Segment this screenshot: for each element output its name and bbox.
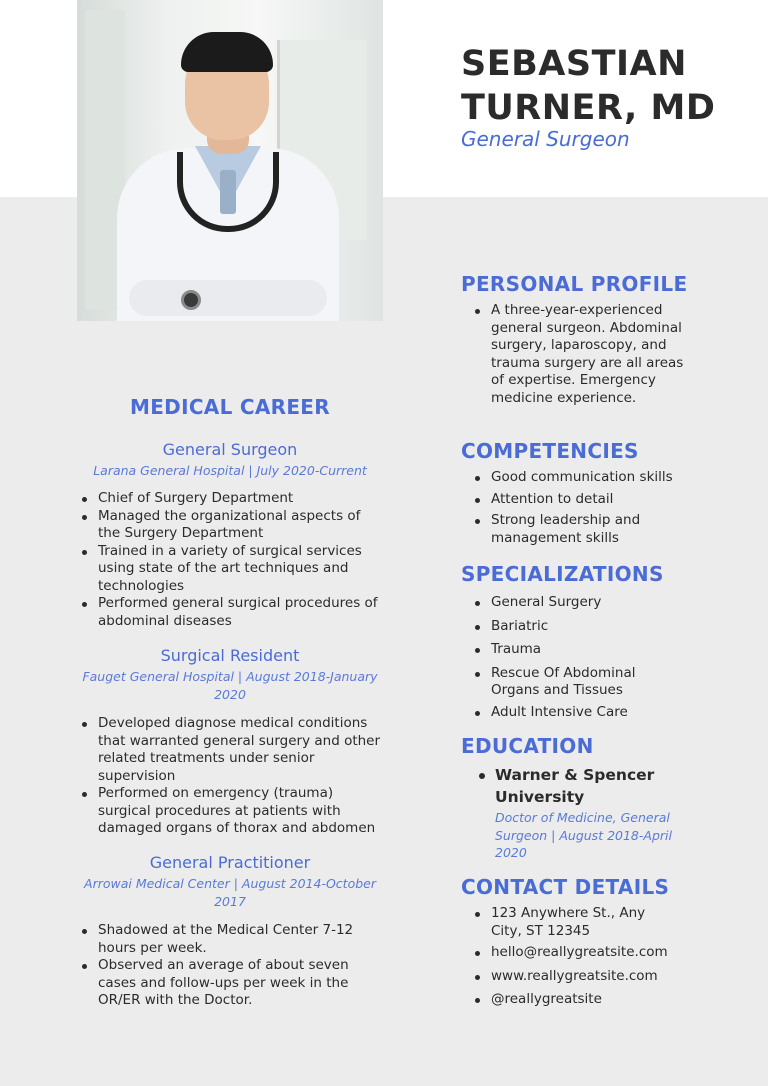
list-item: A three-year-experienced general surgeon. Abdominal surgery, laparoscopy, and trauma surgery are all areas of expertise. Emergency medicine experience. — [473, 302, 688, 407]
profile-bullets — [473, 302, 688, 407]
list-item: Trained in a variety of surgical services using state of the art techniques and technologies — [80, 543, 385, 596]
contact-social[interactable]: @reallygreatsite — [473, 991, 678, 1009]
contact-heading: CONTACT DETAILS — [461, 875, 670, 899]
job-subtitle: Larana General Hospital | July 2020-Current — [93, 463, 367, 478]
list-item: Performed general surgical procedures of abdominal diseases — [80, 595, 385, 630]
job-bullets — [80, 922, 370, 1010]
contact-address: 123 Anywhere St., Any City, ST 12345 — [473, 905, 678, 940]
job-subtitle: Arrowai Medical Center | August 2014-October 2017 — [84, 876, 376, 909]
list-item: Good communication skills — [473, 469, 688, 487]
competencies-heading: COMPETENCIES — [461, 439, 639, 463]
candidate-title: General Surgeon — [461, 127, 630, 151]
list-item: Attention to detail — [473, 491, 688, 509]
list-item: Managed the organizational aspects of the Surgery Department — [80, 508, 385, 543]
education-heading: EDUCATION — [461, 734, 594, 758]
job-title: General Practitioner — [149, 853, 311, 872]
specializations-heading: SPECIALIZATIONS — [461, 562, 664, 586]
medical-career-heading: MEDICAL CAREER — [130, 395, 330, 419]
competencies-bullets — [473, 469, 688, 547]
list-item: Bariatric — [473, 618, 663, 636]
job-title: Surgical Resident — [160, 646, 300, 665]
list-item: Strong leadership and management skills — [473, 512, 688, 547]
job-subtitle: Fauget General Hospital | August 2018-January 2020 — [82, 669, 378, 702]
education-detail: Doctor of Medicine, General Surgeon | August 2018-April 2020 — [495, 810, 672, 860]
specializations-bullets — [473, 594, 663, 721]
contact-email[interactable]: hello@reallygreatsite.com — [473, 944, 678, 962]
job-bullets — [80, 490, 385, 630]
personal-profile-heading: PERSONAL PROFILE — [461, 272, 688, 296]
list-item: General Surgery — [473, 594, 663, 612]
contact-website[interactable]: www.reallygreatsite.com — [473, 968, 678, 986]
list-item: Performed on emergency (trauma) surgical procedures at patients with damaged organs of thorax and abdomen — [80, 785, 385, 838]
education-school: Warner & Spencer University — [477, 764, 707, 808]
list-item: Chief of Surgery Department — [80, 490, 385, 508]
list-item: Observed an average of about seven cases and follow-ups per week in the OR/ER with the Doctor. — [80, 957, 370, 1010]
job-title: General Surgeon — [162, 440, 298, 459]
candidate-name: SEBASTIAN TURNER, MD — [461, 44, 716, 128]
job-bullets — [80, 715, 385, 838]
list-item: Developed diagnose medical conditions that warranted general surgery and other related treatments under senior supervision — [80, 715, 385, 785]
profile-photo — [77, 0, 383, 321]
list-item: Rescue Of Abdominal Organs and Tissues — [473, 665, 663, 700]
list-item: Trauma — [473, 641, 663, 659]
list-item: Adult Intensive Care — [473, 704, 663, 722]
contact-list — [473, 905, 678, 1009]
list-item: Shadowed at the Medical Center 7-12 hours per week. — [80, 922, 370, 957]
